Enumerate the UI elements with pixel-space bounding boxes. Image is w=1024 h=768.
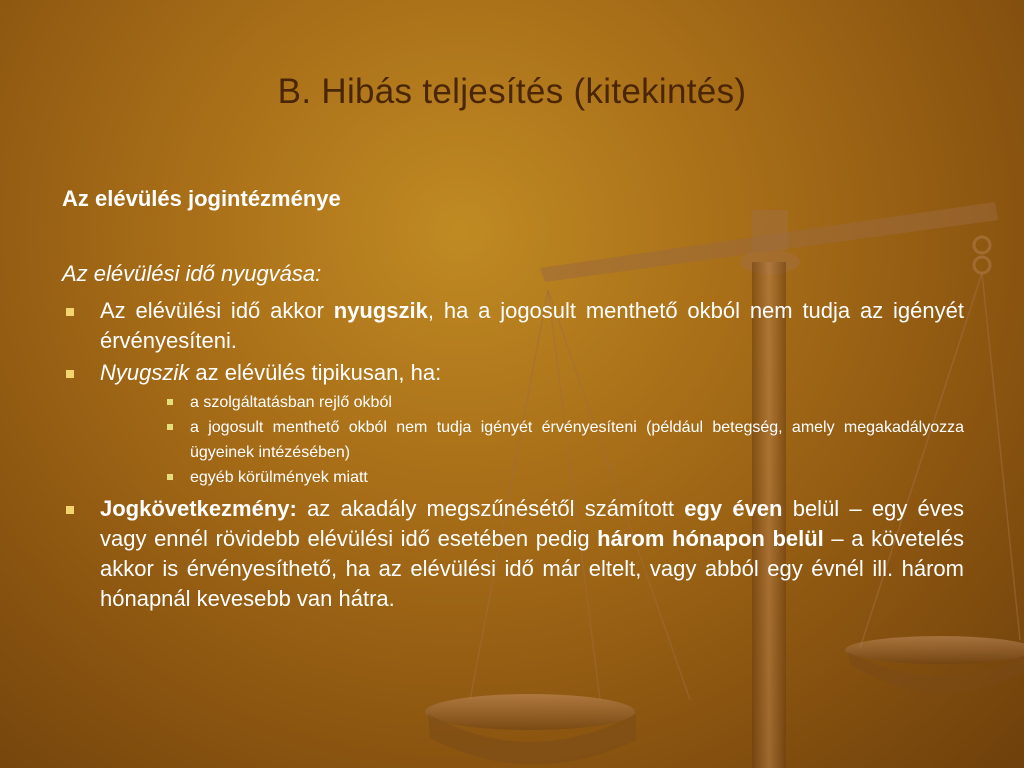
bullet-marker-icon: [66, 506, 74, 514]
bullet-bold: három hónapon belül: [597, 526, 824, 551]
bullet-bold: nyugszik: [333, 298, 428, 323]
list-item: [62, 494, 964, 614]
sub-bullet-marker-icon: [167, 424, 173, 430]
bullet-marker-icon: [66, 370, 74, 378]
bullet-text: , ha a jogosult menthető okból nem tudja az igényét érvényesíteni.: [100, 298, 964, 353]
sub-bullet-list: [62, 390, 964, 490]
sub-bullet-text: egyéb körülmények miatt: [190, 469, 368, 486]
section-heading: Az elévülés jogintézménye: [62, 186, 341, 211]
bullet-text: belül – egy éves vagy ennél rövidebb elévülési idő esetében pedig: [100, 496, 965, 551]
sub-list-item: [62, 390, 964, 415]
slide-title: B. Hibás teljesítés (kitekintés): [277, 72, 747, 111]
bullet-list: [62, 296, 964, 616]
sub-bullet-text: a szolgáltatásban rejlő okból: [190, 394, 392, 411]
list-item: [62, 358, 964, 388]
bullet-bold: egy éven: [684, 496, 783, 521]
bullet-text: az elévülés tipikusan, ha:: [189, 360, 442, 385]
bullet-bold: Jogkövetkezmény:: [100, 496, 297, 521]
sub-bullet-marker-icon: [167, 474, 173, 480]
slide-content: [62, 182, 965, 611]
bullet-marker-icon: [66, 308, 74, 316]
sub-heading: Az elévülési idő nyugvása:: [62, 261, 322, 286]
list-item: [62, 296, 964, 356]
bullet-text: – a követelés akkor is érvényesíthető, ha az elévülési idő már eltelt, vagy abból egy évnél ill. három hónapnál kevesebb van hátra.: [100, 526, 965, 611]
sub-bullet-text: a jogosult menthető okból nem tudja igényét érvényesíteni (például betegség, amely megakadályozza ügyeinek intézésében): [190, 419, 964, 461]
bullet-text: az akadály megszűnésétől számított: [296, 496, 685, 521]
bullet-text: Az elévülési idő akkor: [100, 298, 334, 323]
sub-list-item: [62, 415, 964, 465]
sub-list-item: [62, 465, 964, 490]
sub-bullet-marker-icon: [167, 399, 173, 405]
bullet-italic: Nyugszik: [100, 360, 190, 385]
